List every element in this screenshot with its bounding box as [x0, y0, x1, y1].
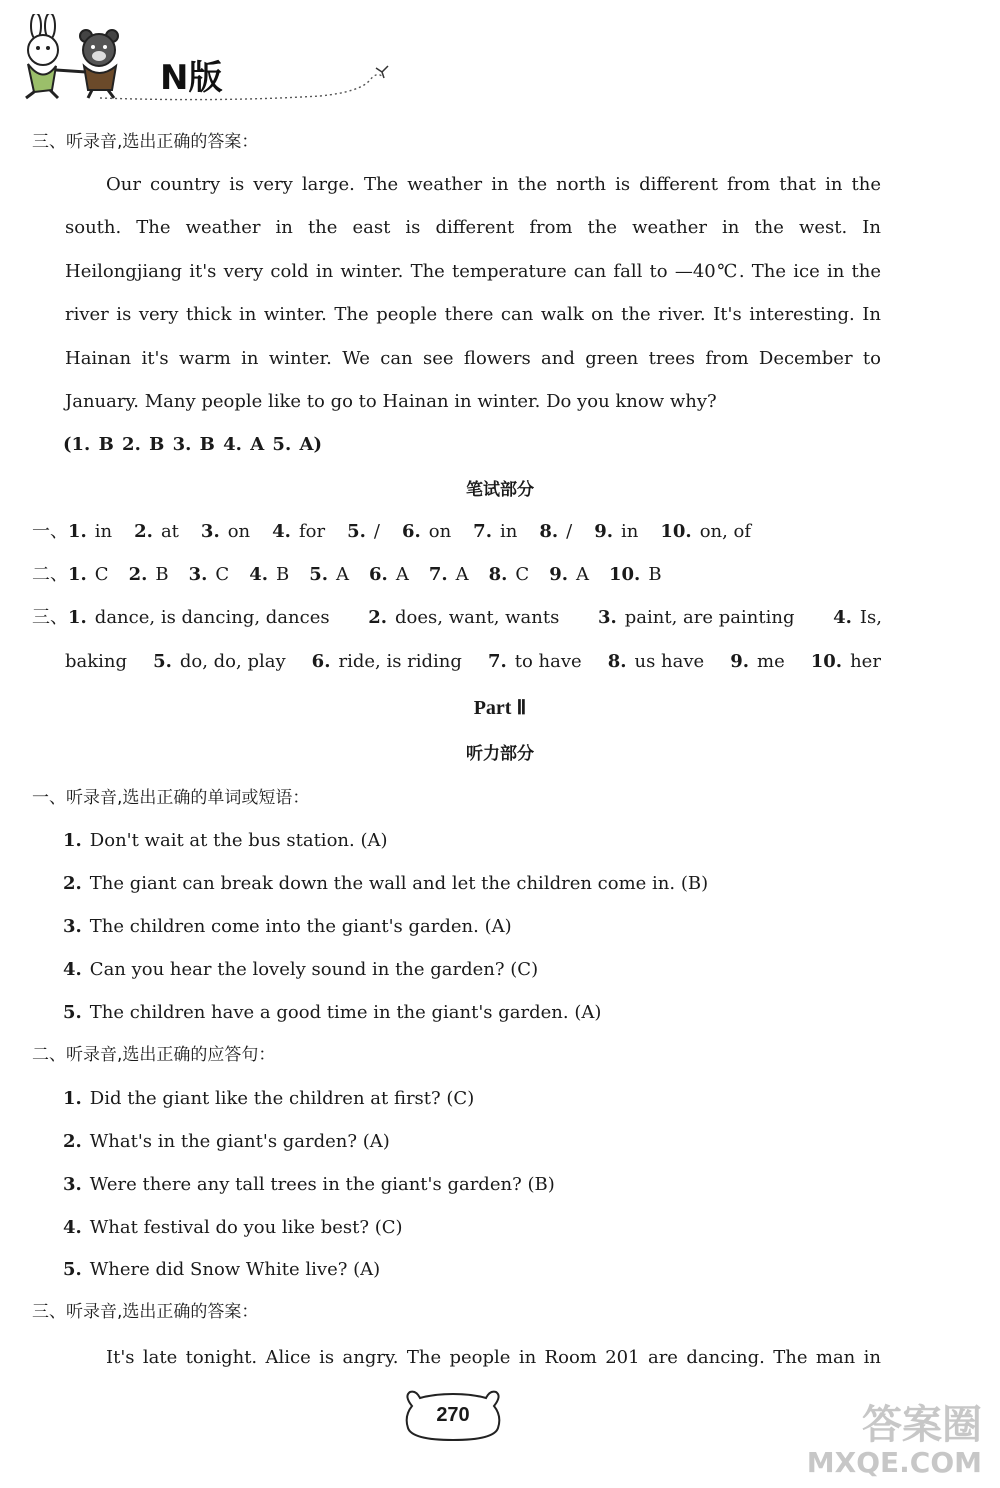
item-answer: us have: [634, 651, 705, 672]
section-title-listen-answers-2: 三、听录音,选出正确的答案：: [32, 1302, 259, 1322]
item-number: 6.: [369, 564, 388, 585]
item-number: 1.: [68, 564, 87, 585]
item-number: 7.: [473, 521, 492, 542]
item-text: What's in the giant's garden? (A): [89, 1131, 390, 1152]
item-number: 2.: [63, 873, 82, 894]
item-number: 3.: [188, 564, 208, 585]
item-answer: /: [373, 521, 380, 542]
item-answer: A: [575, 564, 589, 585]
item-answer: /: [566, 521, 573, 542]
list-item: [63, 1258, 380, 1282]
item-number: 10.: [810, 651, 843, 672]
header: [0, 0, 1000, 110]
section-title-listen-answers: 三、听录音,选出正确的答案：: [32, 132, 259, 152]
item-number: 8.: [607, 651, 627, 672]
item-answer: her: [850, 651, 881, 672]
item-text: The children have a good time in the giant's garden. (A): [89, 1002, 602, 1023]
item-answer: in: [499, 521, 518, 542]
item-answer: dance, is dancing, dances: [94, 607, 330, 628]
edition-label: N版: [160, 58, 223, 98]
passage-line: Our country is very large. The weather in the north is different from that in the: [106, 174, 881, 195]
written-q3-row2: [65, 650, 881, 674]
listening-heading: 听力部分: [466, 744, 534, 764]
list-item: [63, 1130, 390, 1154]
written-heading: 笔试部分: [466, 480, 534, 500]
list-item: [63, 958, 538, 982]
item-answer: paint, are painting: [624, 607, 795, 628]
item-text: Did the giant like the children at first? (C): [89, 1088, 475, 1109]
item-answer: on: [428, 521, 452, 542]
item-number: 3.: [63, 1174, 82, 1195]
section-title-responses: 二、听录音,选出正确的应答句：: [32, 1045, 276, 1065]
item-number: 9.: [549, 564, 568, 585]
list-item: [63, 915, 512, 939]
section-title-words: 一、听录音,选出正确的单词或短语：: [32, 788, 310, 808]
item-number: 1.: [68, 607, 87, 628]
passage-line: Hainan it's warm in winter. We can see flowers and green trees from December to: [65, 348, 881, 369]
item-answer: in: [621, 521, 639, 542]
item-text: The children come into the giant's garden. (A): [89, 916, 512, 937]
item-answer: on: [227, 521, 251, 542]
answers-line: (1. B 2. B 3. B 4. A 5. A): [63, 434, 322, 455]
passage-line: south. The weather in the east is different from the weather in the west. In: [65, 217, 881, 238]
item-answer: C: [515, 564, 530, 585]
item-answer: at: [160, 521, 179, 542]
item-number: 4.: [272, 521, 291, 542]
list-item: [63, 1087, 474, 1111]
item-number: 5.: [63, 1002, 82, 1023]
list-item: [63, 1173, 555, 1197]
item-number: 2.: [368, 607, 388, 628]
item-answer: Is,: [859, 607, 882, 628]
item-answer: me: [757, 651, 785, 672]
item-answer: to have: [514, 651, 582, 672]
item-answer: C: [215, 564, 230, 585]
written-q3-row1: [32, 606, 882, 630]
item-answer: does, want, wants: [395, 607, 560, 628]
item-number: 1.: [63, 1088, 82, 1109]
item-answer: baking: [65, 651, 128, 672]
item-answer: A: [455, 564, 469, 585]
item-text: Don't wait at the bus station. (A): [89, 830, 388, 851]
item-number: 4.: [63, 1217, 82, 1238]
item-text: Where did Snow White live? (A): [89, 1259, 381, 1280]
item-answer: B: [155, 564, 169, 585]
list-item: [63, 872, 708, 896]
item-text: Were there any tall trees in the giant's garden? (B): [89, 1174, 555, 1195]
item-number: 4.: [833, 607, 852, 628]
item-answer: C: [94, 564, 109, 585]
watermark: [742, 1402, 982, 1478]
passage-line: January. Many people like to go to Hainan in winter. Do you know why?: [65, 391, 717, 412]
page-number-badge: [398, 1386, 508, 1446]
item-answer: for: [298, 521, 326, 542]
item-number: 3.: [200, 521, 220, 542]
item-answer: ride, is riding: [338, 651, 462, 672]
item-answer: A: [395, 564, 409, 585]
item-number: 4.: [63, 959, 82, 980]
item-answer: B: [275, 564, 290, 585]
watermark-url: MXQE.COM: [806, 1446, 982, 1479]
item-number: 9.: [594, 521, 613, 542]
item-number: 7.: [487, 651, 507, 672]
written-q1-row: [32, 520, 763, 544]
list-item: [63, 1216, 403, 1240]
item-number: 6.: [311, 651, 331, 672]
q1-prefix: 一、: [32, 521, 68, 542]
item-number: 10.: [608, 564, 641, 585]
item-number: 3.: [597, 607, 617, 628]
item-text: What festival do you like best? (C): [89, 1217, 403, 1238]
item-number: 6.: [401, 521, 421, 542]
header-dotted-line: [100, 58, 410, 104]
item-number: 1.: [68, 521, 87, 542]
item-number: 10.: [660, 521, 692, 542]
item-number: 1.: [63, 830, 82, 851]
passage-line: It's late tonight. Alice is angry. The people in Room 201 are dancing. The man in: [106, 1347, 881, 1368]
page-number: 270: [436, 1404, 470, 1426]
list-item: [63, 1001, 601, 1025]
item-text: The giant can break down the wall and let the children come in. (B): [89, 873, 709, 894]
item-number: 3.: [63, 916, 82, 937]
item-number: 9.: [730, 651, 749, 672]
list-item: [63, 829, 387, 853]
item-number: 5.: [347, 521, 366, 542]
item-answer: do, do, play: [179, 651, 286, 672]
item-number: 2.: [134, 521, 153, 542]
q2-prefix: 二、: [32, 564, 68, 585]
passage-line: river is very thick in winter. The people there can walk on the river. It's interesting. In: [65, 304, 881, 325]
item-answer: in: [94, 521, 113, 542]
passage-line: Heilongjiang it's very cold in winter. The temperature can fall to —40℃. The ice in the: [65, 261, 881, 282]
item-number: 2.: [128, 564, 148, 585]
item-number: 5.: [153, 651, 172, 672]
item-answer: A: [336, 564, 350, 585]
item-number: 8.: [539, 521, 559, 542]
item-number: 4.: [249, 564, 268, 585]
q3-prefix: 三、: [32, 607, 68, 628]
item-number: 7.: [428, 564, 448, 585]
part-title: Part Ⅱ: [473, 697, 527, 719]
written-q2-row: [32, 563, 674, 587]
watermark-logo-text: 答案圈: [862, 1402, 982, 1448]
item-answer: B: [648, 564, 662, 585]
item-number: 5.: [63, 1259, 82, 1280]
item-number: 5.: [309, 564, 329, 585]
item-text: Can you hear the lovely sound in the garden? (C): [89, 959, 539, 980]
item-answer: on, of: [699, 521, 752, 542]
item-number: 2.: [63, 1131, 82, 1152]
item-number: 8.: [488, 564, 508, 585]
